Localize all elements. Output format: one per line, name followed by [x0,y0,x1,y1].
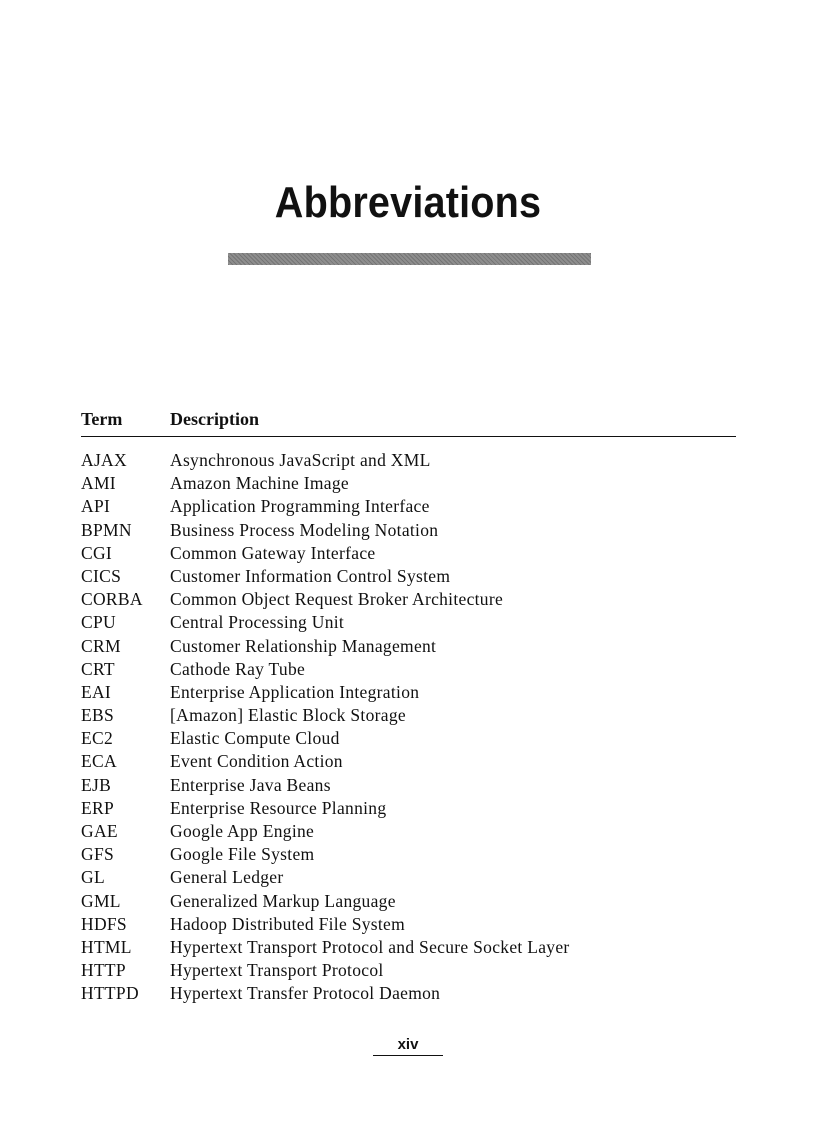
table-row [81,658,736,681]
title-rule [228,253,591,265]
table-row [81,542,736,565]
table-body [81,449,736,1006]
description-cell: Asynchronous JavaScript and XML [170,450,431,470]
description-cell: Application Programming Interface [170,496,430,517]
description-cell: Common Object Request Broker Architecture [170,589,504,610]
description-cell: Google App Engine [170,821,315,841]
term-cell: API [81,496,111,517]
table-row [81,565,736,588]
term-cell: EJB [81,774,112,795]
description-cell: Elastic Compute Cloud [170,728,340,749]
term-cell: CPU [81,612,116,633]
term-cell: CGI [81,542,113,563]
description-cell: Enterprise Application Integration [170,681,420,702]
table-row [81,472,736,495]
description-cell: Event Condition Action [170,751,343,772]
term-cell: HDFS [81,913,127,934]
table-row [81,611,736,634]
term-cell: CRT [81,658,115,679]
table-row [81,750,736,773]
description-cell: Hypertext Transfer Protocol Daemon [170,983,441,1004]
table-row [81,774,736,797]
table-row [81,635,736,658]
description-cell: Enterprise Resource Planning [170,797,387,818]
term-cell: HTML [81,936,132,957]
description-cell: Common Gateway Interface [170,542,376,563]
description-cell: Central Processing Unit [170,612,345,633]
description-cell: Enterprise Java Beans [170,774,331,795]
term-cell: CICS [81,565,122,586]
description-cell: Customer Information Control System [170,565,451,586]
table-row [81,936,736,959]
description-cell: Hadoop Distributed File System [170,913,406,934]
term-cell: CORBA [81,589,143,610]
description-cell: Hypertext Transport Protocol and Secure Socket Layer [170,936,570,957]
description-cell: General Ledger [170,867,284,888]
page-title: Abbreviations [274,178,542,227]
table-row [81,495,736,518]
table-row [81,866,736,889]
term-cell: EBS [81,705,114,726]
term-cell: ERP [81,797,114,818]
term-cell: EC2 [81,728,114,749]
table-header [81,409,736,437]
term-cell: EAI [81,681,112,702]
table-row [81,681,736,704]
description-cell: Cathode Ray Tube [170,658,306,679]
description-cell: Google File System [170,844,315,865]
table-row [81,704,736,727]
abbreviations-table [81,409,736,1004]
description-cell: Amazon Machine Image [170,473,349,494]
table-row [81,843,736,866]
description-cell: [Amazon] Elastic Block Storage [170,705,406,726]
description-cell: Hypertext Transport Protocol [170,960,384,981]
table-row [81,959,736,982]
table-row [81,913,736,936]
table-row [81,820,736,843]
term-cell: GAE [81,821,118,841]
term-cell: AMI [81,473,116,494]
description-column-header: Description [170,409,259,429]
term-cell: HTTPD [81,983,139,1004]
term-cell: GFS [81,844,115,865]
table-row [81,727,736,750]
table-row [81,588,736,611]
term-cell: GML [81,890,121,911]
term-cell: BPMN [81,519,132,540]
description-cell: Generalized Markup Language [170,890,396,911]
table-row [81,797,736,820]
table-row [81,519,736,542]
description-cell: Business Process Modeling Notation [170,519,439,540]
table-row [81,890,736,913]
table-row [81,982,736,1005]
page-number: xiv [373,1036,443,1056]
term-cell: AJAX [81,450,127,470]
term-cell: ECA [81,751,117,772]
term-cell: GL [81,867,105,888]
term-column-header: Term [81,409,123,429]
term-cell: CRM [81,635,121,656]
table-row [81,449,736,472]
description-cell: Customer Relationship Management [170,635,437,656]
term-cell: HTTP [81,960,126,981]
